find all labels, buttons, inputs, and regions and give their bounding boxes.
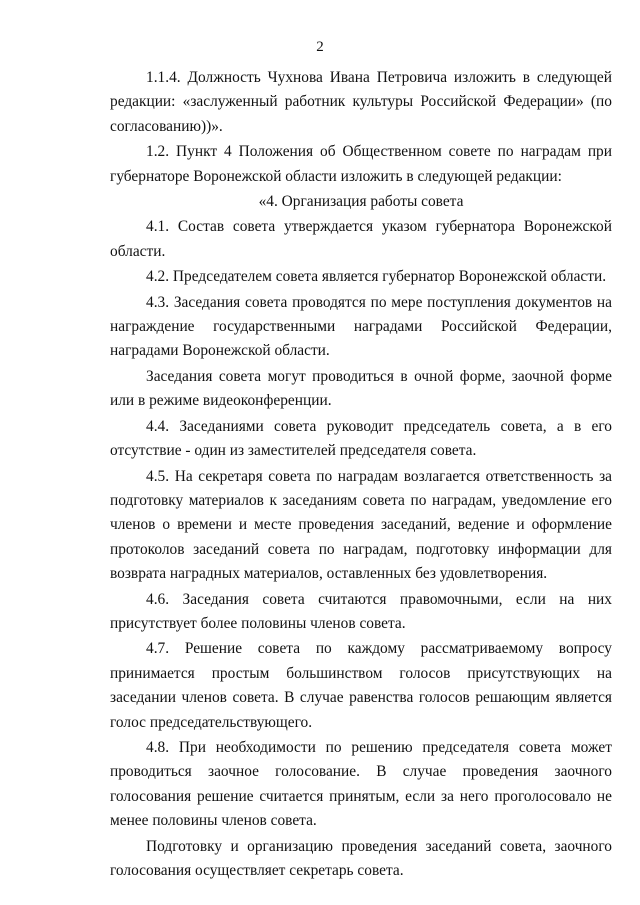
paragraph-4-7: 4.7. Решение совета по каждому рассматриваемому вопросу принимается простым большинством голосов присутствующих на заседании членов совета. В случае равенства голосов решающим является голос председательствующего. — [110, 640, 612, 731]
section-heading-4: «4. Организация работы совета — [258, 193, 464, 211]
paragraph-4-4: 4.4. Заседаниями совета руководит председатель совета, а в его отсутствие - один из заместителей председателя совета. — [110, 417, 612, 460]
paragraph-4-3: 4.3. Заседания совета проводятся по мере поступления документов на награждение государственными наградами Российской Федерации, наградами Воронежской области. — [110, 293, 612, 360]
paragraph-4-8-secretary: Подготовку и организацию проведения заседаний совета, заочного голосования осуществляет секретарь совета. — [110, 837, 612, 879]
paragraph-4-5: 4.5. На секретаря совета по наградам возлагается ответственность за подготовку материалов к заседаниям совета по наградам, уведомление его членов о времени и месте проведения заседаний, ведение и оформление протоколов заседаний совета по наградам, подготовку информации для возврата наградных материалов, оставленных без удовлетворения. — [110, 467, 612, 583]
paragraph-1-1-4: 1.1.4. Должность Чухнова Ивана Петровича изложить в следующей редакции: «заслуженный работник культуры Российской Федерации» (по согласованию))». — [110, 69, 612, 135]
page-number: 2 — [316, 39, 324, 55]
paragraph-4-2: 4.2. Председателем совета является губернатор Воронежской области. — [146, 268, 607, 286]
paragraph-4-1: 4.1. Состав совета утверждается указом губернатора Воронежской области. — [110, 218, 612, 260]
paragraph-4-6: 4.6. Заседания совета считаются правомочными, если на них присутствует более половины членов совета. — [110, 590, 612, 632]
paragraph-4-3-meeting-forms: Заседания совета могут проводиться в очной форме, заочной форме или в режиме видеоконференции. — [110, 367, 612, 410]
document-body — [110, 66, 612, 884]
paragraph-1-2: 1.2. Пункт 4 Положения об Общественном совете по наградам при губернаторе Воронежской области изложить в следующей редакции: — [110, 143, 612, 185]
paragraph-4-8: 4.8. При необходимости по решению председателя совета может проводиться заочное голосование. В случае проведения заочного голосования решение считается принятым, если за него проголосовало не менее половины членов совета. — [110, 738, 612, 830]
